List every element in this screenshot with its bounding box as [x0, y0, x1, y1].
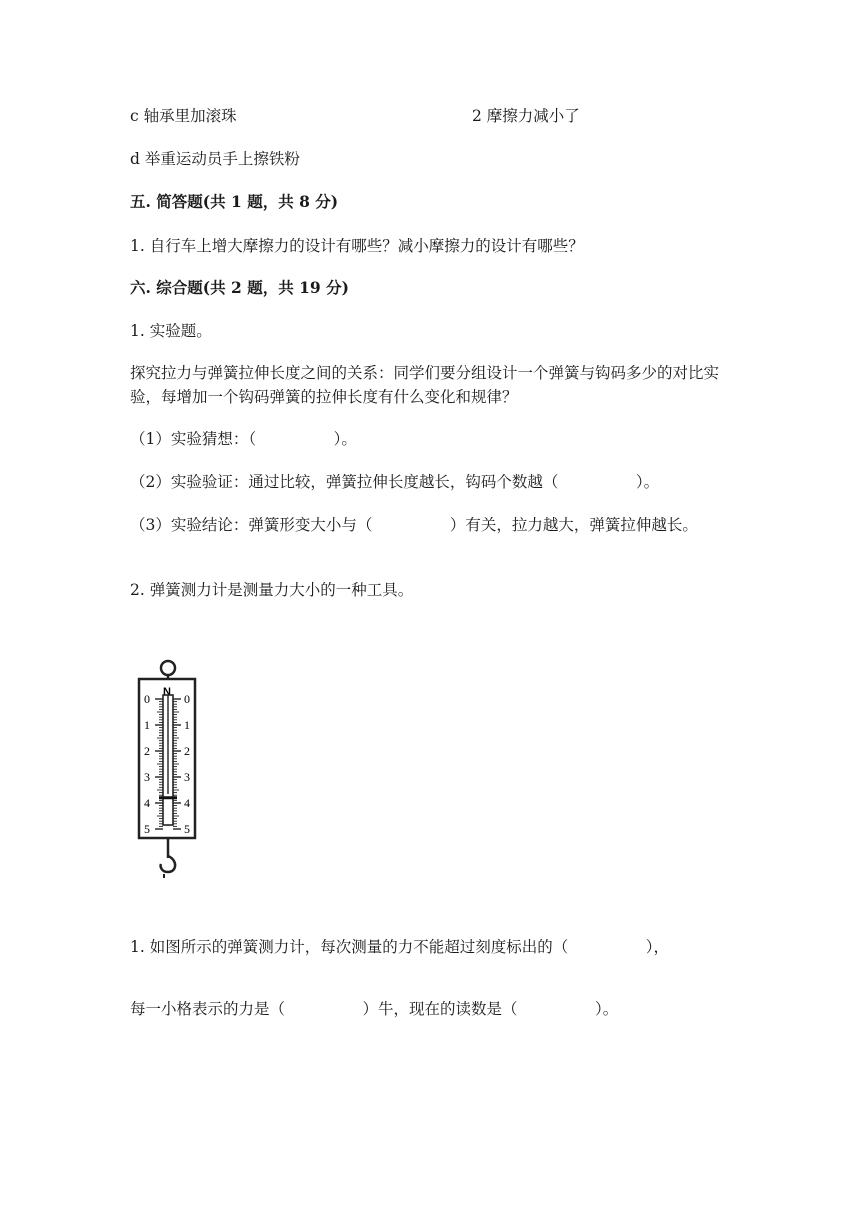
scale-label: 5 [144, 822, 150, 836]
matching-row-c [130, 104, 580, 128]
scale-label: 1 [144, 718, 150, 732]
section-6-title: 六. 综合题(共 2 题，共 19 分) [130, 278, 349, 297]
unit-label: N [163, 686, 171, 698]
scale-label: 2 [184, 744, 190, 758]
experiment-conclusion: （3）实验结论：弹簧形变大小与（ ）有关，拉力越大，弹簧拉伸越长。 [130, 516, 698, 534]
scale-label: 4 [144, 796, 150, 810]
experiment-title: 1. 实验题。 [130, 322, 212, 340]
matching-item-c: c 轴承里加滚珠 [130, 107, 237, 125]
spring-scale-question-line-2: 每一小格表示的力是（ ）牛，现在的读数是（ ）。 [130, 1000, 619, 1018]
scale-label: 0 [144, 692, 150, 706]
scale-label: 1 [184, 718, 190, 732]
experiment-verify: （2）实验验证：通过比较，弹簧拉伸长度越长，钩码个数越（ ）。 [130, 473, 660, 491]
experiment-intro: 探究拉力与弹簧拉伸长度之间的关系：同学们要分组设计一个弹簧与钩码多少的对比实验，每增加一个钩码弹簧的拉伸长度有什么变化和规律？ [130, 364, 720, 406]
scale-labels [144, 692, 190, 836]
bottom-hook [161, 856, 175, 872]
matching-result-2: 2 摩擦力减小了 [472, 107, 580, 125]
top-ring [161, 661, 175, 675]
spring-scale-question-title: 2. 弹簧测力计是测量力大小的一种工具。 [130, 581, 414, 599]
scale-label: 4 [184, 796, 190, 810]
spring-scale-question-line-1: 1. 如图所示的弹簧测力计，每次测量的力不能超过刻度标出的（ ）， [130, 938, 669, 956]
matching-item-d: d 举重运动员手上擦铁粉 [130, 150, 300, 168]
scale-label: 0 [184, 692, 190, 706]
section-5-title: 五. 简答题(共 1 题，共 8 分) [130, 192, 339, 211]
scale-label: 3 [184, 770, 190, 784]
spring-scale-figure [130, 658, 210, 880]
scale-label: 3 [144, 770, 150, 784]
scale-label: 5 [184, 822, 190, 836]
scale-label: 2 [144, 744, 150, 758]
experiment-guess: （1）实验猜想：（ ）。 [130, 430, 357, 448]
section-5-question-1: 1. 自行车上增大摩擦力的设计有哪些？减小摩擦力的设计有哪些？ [130, 237, 584, 255]
